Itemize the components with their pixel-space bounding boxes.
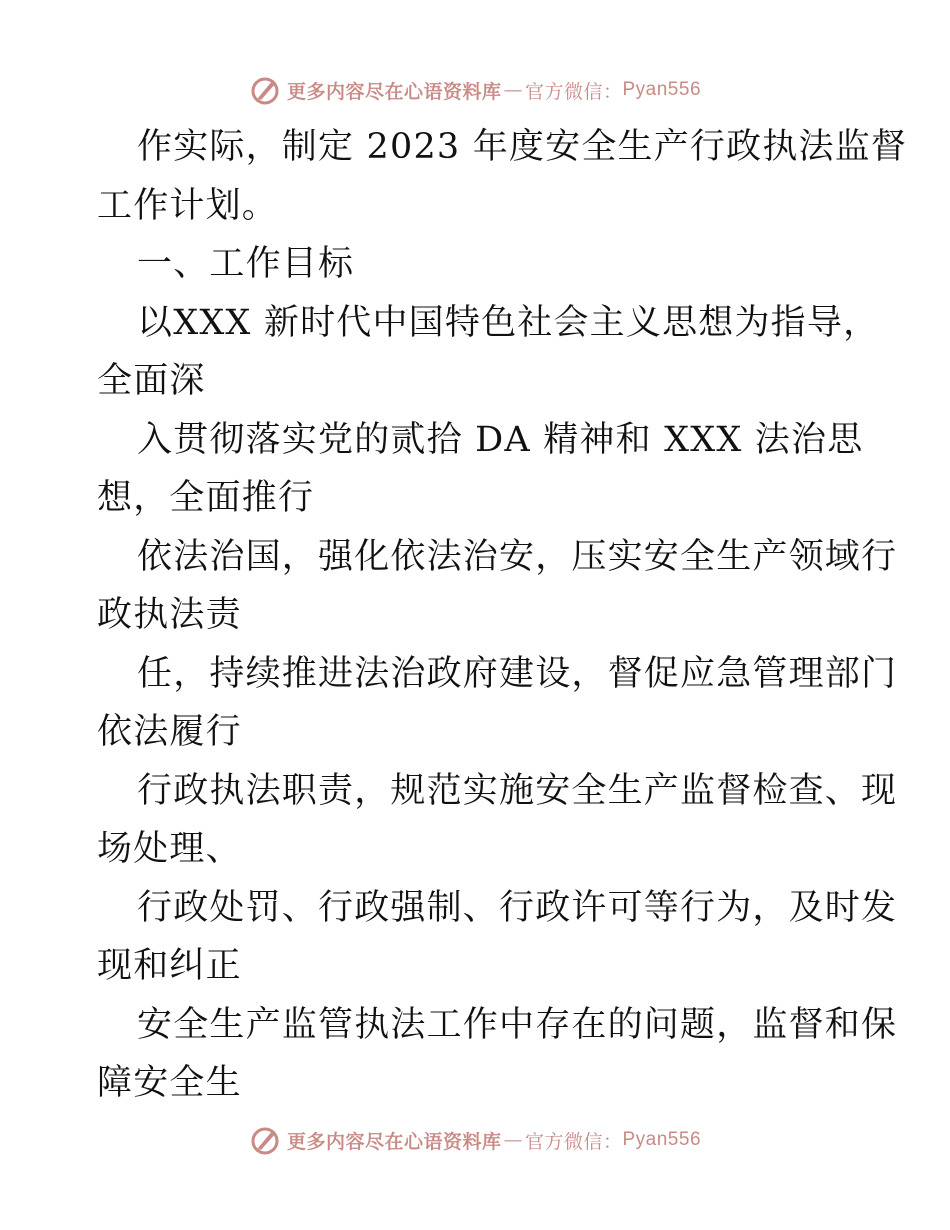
- document-body: [97, 118, 908, 1113]
- watermark-wechat-id: Pyan556: [622, 1129, 702, 1150]
- section-heading: 一、工作目标: [137, 244, 355, 284]
- body-line: 入贯彻落实党的贰拾 DA 精神和 XXX 法治思: [137, 419, 864, 460]
- watermark-dash: —: [503, 79, 523, 101]
- body-line: 工作计划。: [97, 185, 279, 226]
- body-line: 场处理、: [97, 829, 242, 869]
- quill-pen-icon: [249, 74, 281, 106]
- watermark-wechat-id: Pyan556: [622, 79, 702, 100]
- quill-pen-icon: [249, 1124, 281, 1156]
- body-line: 障安全生: [97, 1063, 242, 1103]
- body-line: 政执法责: [97, 595, 242, 635]
- body-line: 行政处罚、行政强制、行政许可等行为，及时发: [137, 887, 898, 928]
- watermark-dash: —: [503, 1129, 523, 1151]
- body-line: 安全生产监管执法工作中存在的问题，监督和保: [137, 1004, 898, 1045]
- watermark-label: 官方微信：: [524, 1130, 623, 1153]
- body-line: 依法治国，强化依法治安，压实安全生产领域行: [137, 536, 898, 577]
- body-line: 任，持续推进法治政府建设，督促应急管理部门: [137, 653, 898, 694]
- body-line: 依法履行: [97, 712, 242, 752]
- watermark-site-name: 更多内容尽在心语资料库: [286, 80, 502, 103]
- body-line: 作实际，制定 2023 年度安全生产行政执法监督: [137, 127, 908, 167]
- footer-watermark: [0, 1120, 950, 1160]
- body-line: 现和纠正: [97, 946, 242, 986]
- body-line: 全面深: [97, 361, 206, 401]
- body-line: 想，全面推行: [97, 478, 315, 518]
- header-watermark: [0, 70, 950, 110]
- watermark-site-name: 更多内容尽在心语资料库: [286, 1130, 502, 1153]
- watermark-label: 官方微信：: [524, 80, 623, 103]
- body-line: 以XXX 新时代中国特色社会主义思想为指导，: [137, 302, 880, 343]
- body-line: 行政执法职责，规范实施安全生产监督检查、现: [137, 770, 898, 811]
